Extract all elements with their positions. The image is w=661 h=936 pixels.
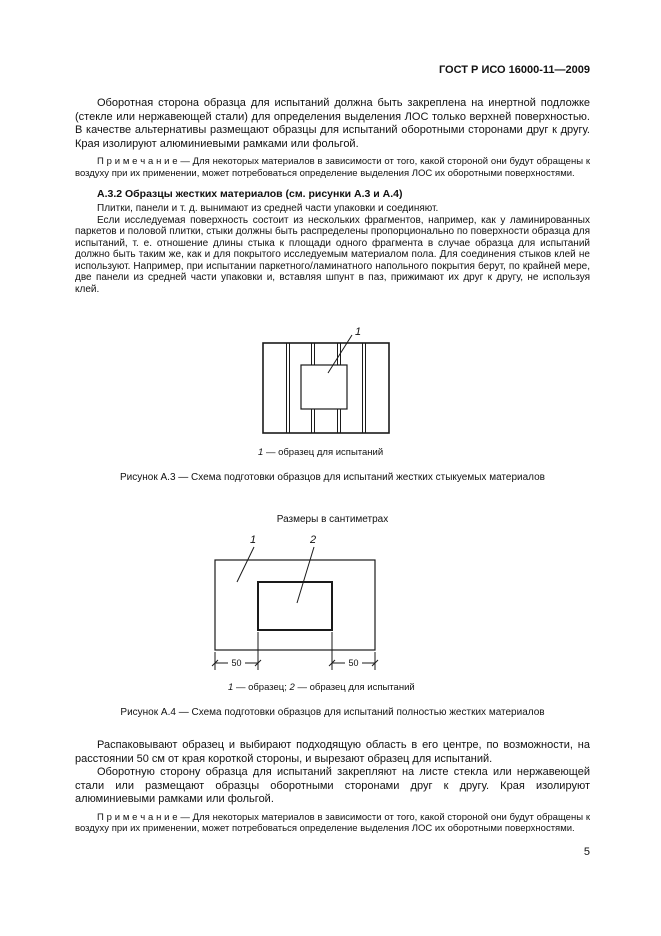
figure-a3-legend-text: — образец для испытаний bbox=[265, 447, 384, 458]
figure-a4-legend-num-1: 1 bbox=[228, 682, 234, 693]
figure-a4-legend bbox=[228, 682, 590, 693]
note-paragraph-1: П р и м е ч а н и е — Для некоторых материалов в зависимости от того, какой стороной они будут обращены к воздуху при их применении, может потребоваться определение выделения ЛОС их оборотными поверхностями. bbox=[75, 156, 590, 179]
figure-a3-legend bbox=[258, 447, 590, 458]
figure-a3 bbox=[75, 319, 590, 484]
figure-a4-caption: Рисунок А.4 — Схема подготовки образцов для испытаний полностью жестких материалов bbox=[120, 707, 545, 718]
dimension-label-right: 50 bbox=[348, 658, 359, 668]
body-paragraph-joints: Если исследуемая поверхность состоит из нескольких фрагментов, например, как у ламинированных паркетов и половой плитки, стыки должны быть распределены пропорционально по поверхности образца для испытаний, т. е. отношение длины стыка к площади одного фрагмента в случае образца для испытаний должно быть таким же, как и для покрытого исследуемым материалом пола. Для соединения стыков клей не используют. Например, при испытании паркетного/ламинатного напольного покрытия берут, по крайней мере, две панели из средней части упаковки и, вставляя шпунт в паз, прижимают их друг к другу, не используя клей. bbox=[75, 214, 590, 295]
figure-a4-legend-text-1: — образец; bbox=[235, 682, 287, 693]
body-paragraph-back-side: Оборотную сторону образца для испытаний закрепляют на листе стекла или нержавеющей стали или размещают образцы оборотными сторонами друг к другу. Края изолируют алюминиевыми рамками или фольгой. bbox=[75, 766, 590, 805]
figure-a4-drawing bbox=[200, 530, 400, 674]
section-heading-a32: А.3.2 Образцы жестких материалов (см. рисунки А.3 и А.4) bbox=[97, 188, 403, 200]
figure-a4-legend-text-2: — образец для испытаний bbox=[297, 682, 415, 693]
body-paragraph-backing: Оборотная сторона образца для испытаний должна быть закреплена на инертной подложке (стекле или нержавеющей стали) для определения выделения ЛОС только верхней поверхностью. В качестве альтернативы размещают образцы для испытаний оборотными сторонами друг к другу. Края изолируют алюминиевыми рамками или фольгой. bbox=[75, 97, 590, 150]
dimension-label-left: 50 bbox=[231, 658, 242, 668]
figure-a3-caption: Рисунок А.3 — Схема подготовки образцов для испытаний жестких стыкуемых материалов bbox=[120, 472, 545, 483]
test-specimen-outline bbox=[258, 582, 332, 630]
figure-a3-callout-label: 1 bbox=[355, 326, 362, 338]
figure-a3-drawing bbox=[251, 319, 401, 441]
sample-outline bbox=[215, 560, 375, 650]
figure-a4-callout-label-2: 2 bbox=[310, 534, 317, 546]
figure-a4-legend-num-2: 2 bbox=[289, 682, 295, 693]
figure-a4-callout-label-1: 1 bbox=[250, 534, 257, 546]
body-paragraph-unpack: Распаковывают образец и выбирают подходящую область в его центре, по возможности, на расстоянии 50 см от края короткой стороны, и вырезают образец для испытаний. bbox=[75, 739, 590, 765]
figure-a3-legend-num: 1 bbox=[258, 447, 264, 458]
figure-a4-dimensions-note: Размеры в сантиметрах bbox=[276, 514, 389, 525]
test-specimen-outline bbox=[301, 365, 347, 409]
figure-a4 bbox=[75, 514, 590, 719]
document-code: ГОСТ Р ИСО 16000-11—2009 bbox=[438, 64, 590, 76]
note-paragraph-2: П р и м е ч а н и е — Для некоторых материалов в зависимости от того, какой стороной они будут обращены к воздуху при их применении, может потребоваться определение выделения ЛОС их оборотными поверхностями. bbox=[75, 811, 590, 834]
callout-line-1 bbox=[237, 547, 254, 582]
callout-line-2 bbox=[297, 547, 314, 603]
body-paragraph-tiles: Плитки, панели и т. д. вынимают из средней части упаковки и соединяют. bbox=[97, 203, 439, 214]
page-number: 5 bbox=[583, 846, 590, 858]
